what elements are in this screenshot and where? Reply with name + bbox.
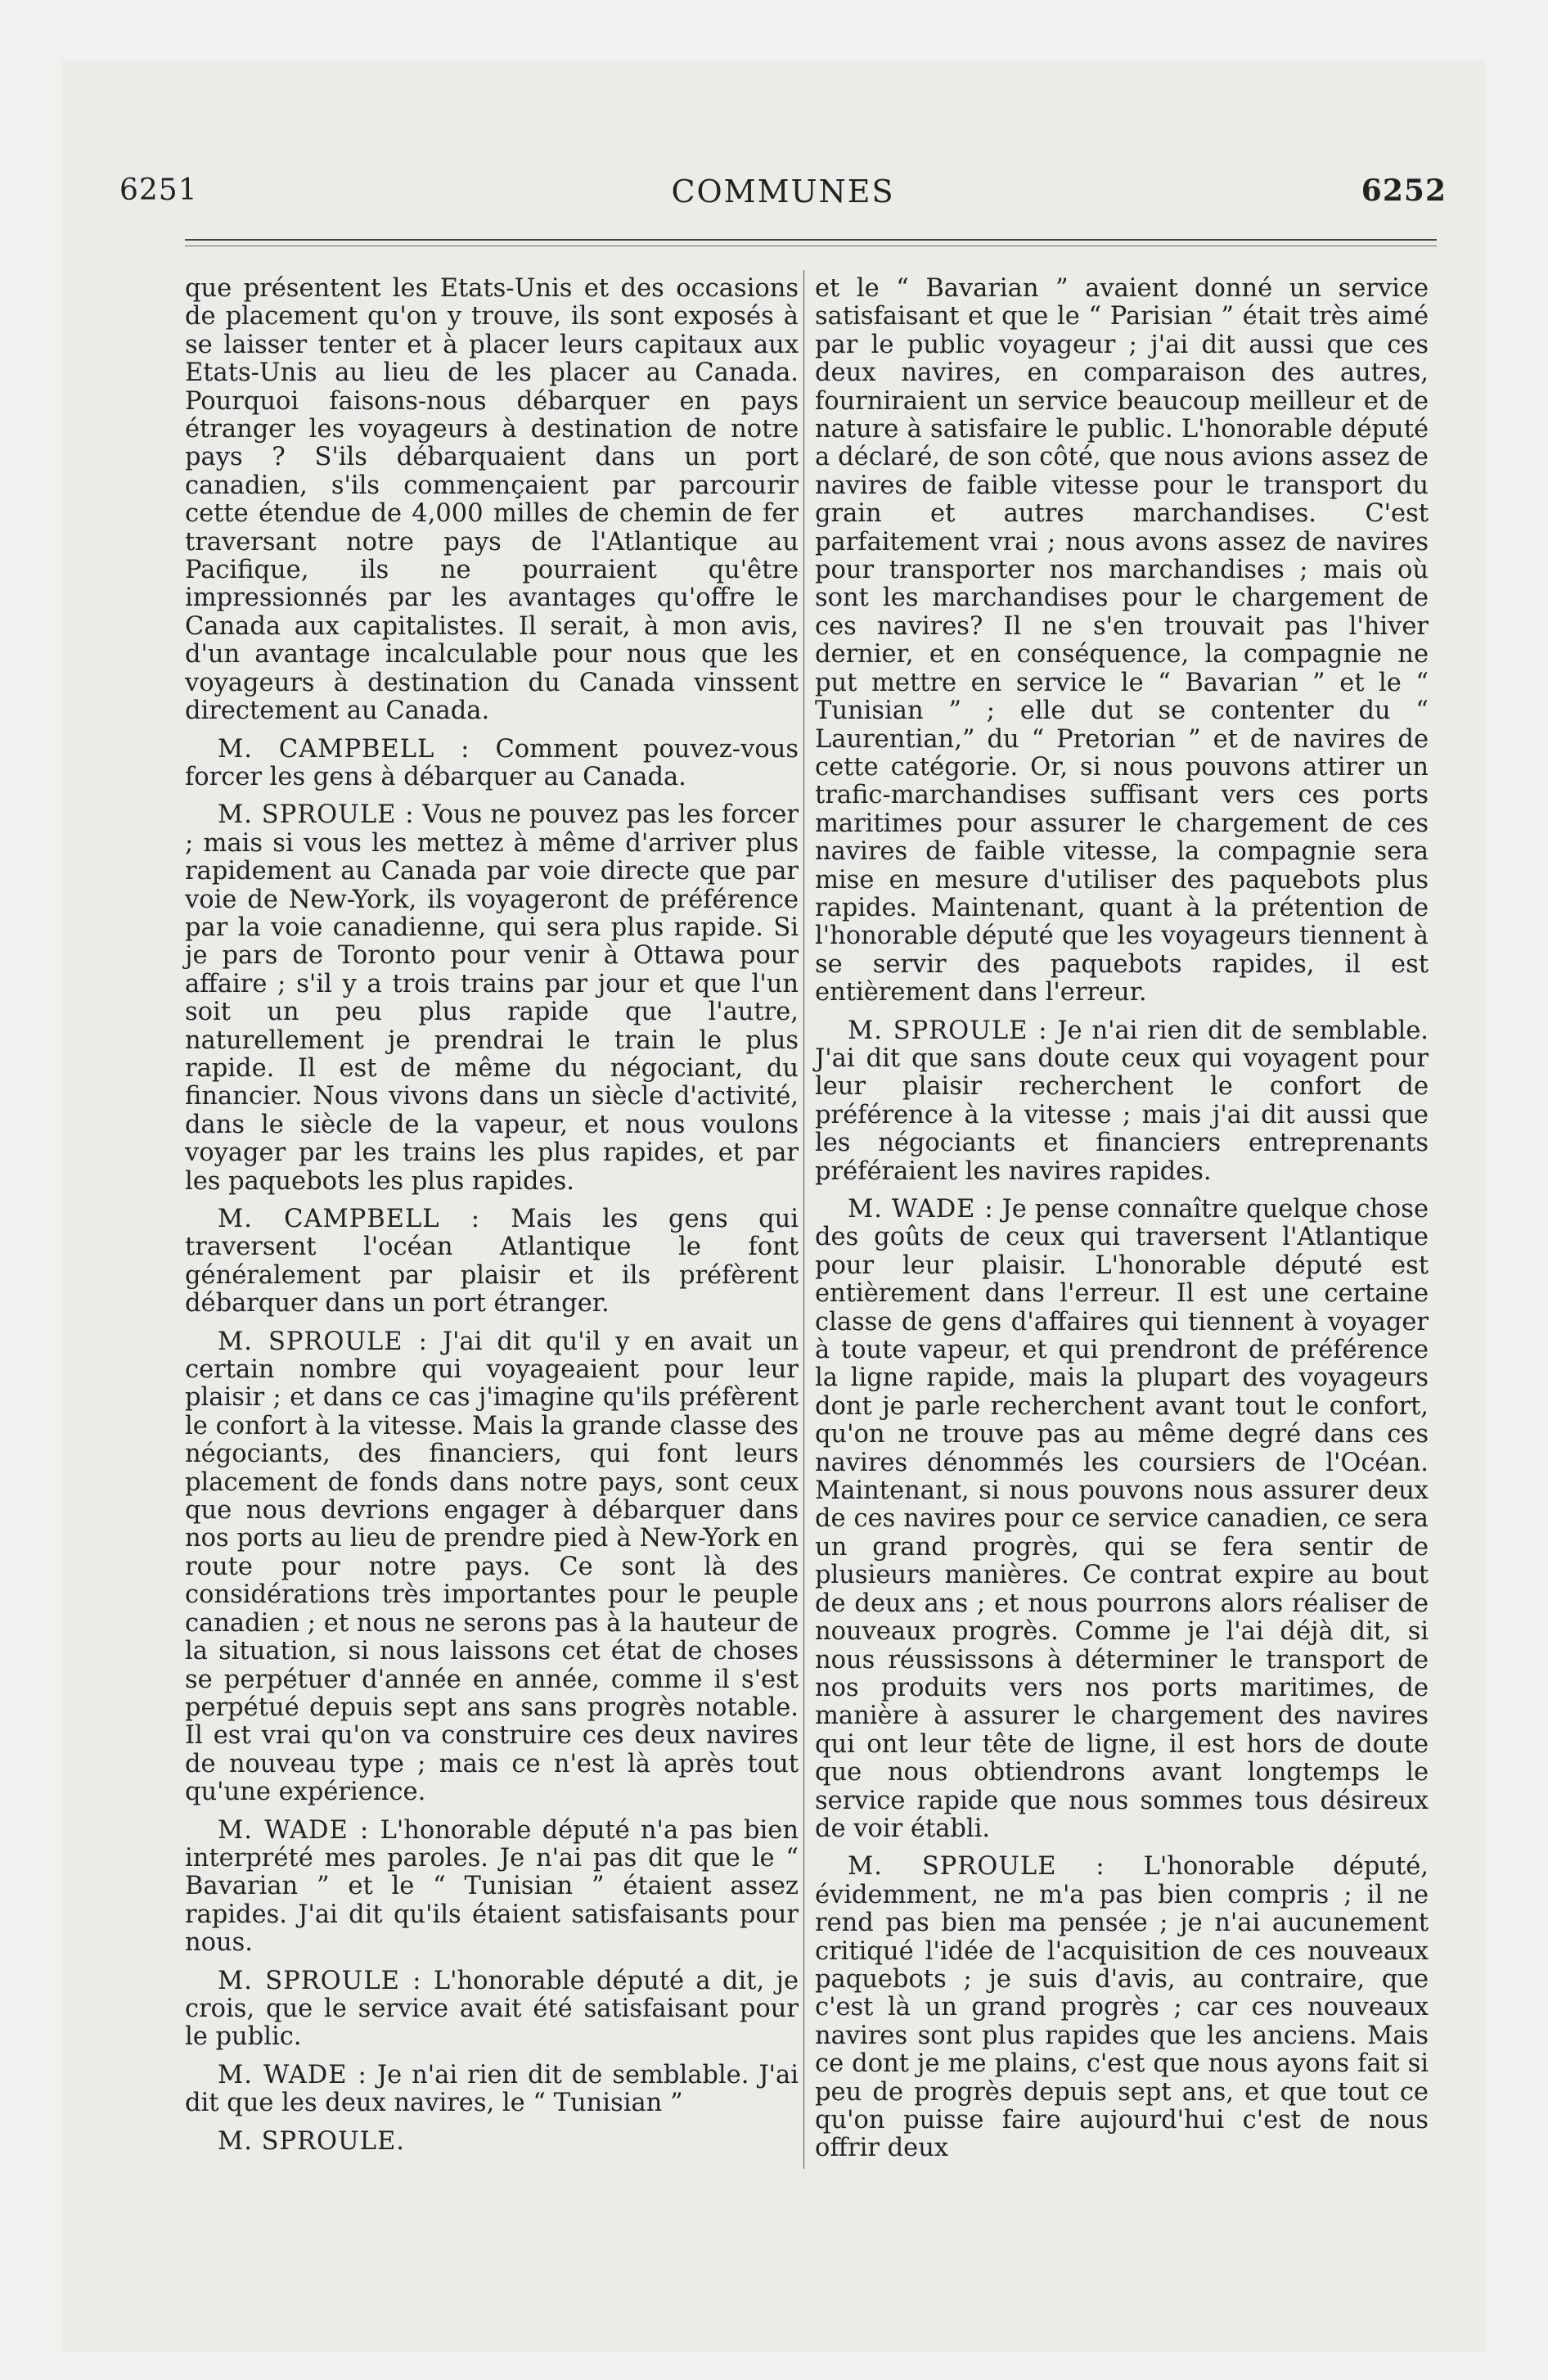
paragraph-text: J'ai dit qu'il y en avait un certain nombre qui voyageaient pour leur plaisir ; et dans ce cas j'imagine qu'ils préfèrent le confort à la vitesse. Mais la grande classe des négociants, des financiers, qui font leurs placement de fonds dans notre pays, sont ceux que nous devrions engager à débarquer dans nos ports au lieu de prendre pied à New-York en route pour notre pays. Ce sont là des considérations très importantes pour le peuple canadien ; et nous ne serons pas à la hauteur de la situation, si nous laissons cet état de choses se perpétuer d'année en année, comme il s'est perpétué depuis sept ans sans progrès notable. Il est vrai qu'on va construire ces deux navires de nouveau type ; mais ce n'est là après tout qu'une expérience. <box>185 1327 799 1807</box>
speaker-name: M. CAMPBELL : <box>218 734 470 764</box>
running-title: COMMUNES <box>671 174 895 210</box>
left-column <box>185 275 799 2166</box>
paragraph-text: L'honorable député a dit, je crois, que le service avait été satisfaisant pour le public. <box>185 1966 799 2052</box>
paragraph-text: Je pense connaître quelque chose des goûts de ceux qui traversent l'Atlantique pour leur plaisir. L'honorable député est entièrement dans l'erreur. Il est une certaine classe de gens d'affaires qui tiennent à voyager à toute vapeur, et qui prendront de préférence la ligne rapide, mais la plupart des voyageurs dont je parle recherchent avant tout le confort, qu'on ne trouve pas au même degré dans ces navires dénommés les coursiers de l'Océan. Maintenant, si nous pouvons nous assurer deux de ces navires pour ce service canadien, ce sera un grand progrès, qui se fera sentir de plusieurs manières. Ce contrat expire au bout de deux ans ; et nous pourrons alors réaliser de nouveaux progrès. Comme je l'ai déjà dit, si nous réussissons à déterminer le transport de nos produits vers nos ports maritimes, de manière à assurer le chargement des navires qui ont leur tête de ligne, il est hors de doute que nous obtiendrons avant longtemps le service rapide que nous sommes tous désireux de voir établi. <box>815 1195 1429 1843</box>
speaker-name: M. SPROULE : <box>218 800 415 830</box>
paragraph <box>185 1968 799 2052</box>
paragraph <box>185 801 799 1196</box>
paragraph-text: Mais les gens qui traversent l'océan Atlantique le font généralement par plaisir et ils préfèrent débarquer dans un port étranger. <box>185 1205 799 1318</box>
speaker-name: M. SPROULE : <box>848 1016 1048 1045</box>
paragraph-text: que présentent les Etats-Unis et des occasions de placement qu'on y trouve, ils sont exposés à se laisser tenter et à placer leurs capitaux aux Etats-Unis au lieu de les placer au Canada. Pourquoi faisons-nous débarquer en pays étranger les voyageurs à destination de notre pays ? S'ils débarquaient dans un port canadien, s'ils commençaient par parcourir cette étendue de 4,000 milles de chemin de fer traversant notre pays de l'Atlantique au Pacifique, ils ne pourraient qu'être impressionnés par les avantages qu'offre le Canada aux capitalistes. Il serait, à mon avis, d'un avantage incalculable pour nous que les voyageurs à destination du Canada vinssent directement au Canada. <box>185 274 799 726</box>
header-rule <box>185 239 1437 241</box>
paragraph <box>185 1817 799 1958</box>
paragraph <box>185 1328 799 1807</box>
speaker-name: M. SPROULE : <box>218 1966 422 1995</box>
speaker-name: M. WADE : <box>218 1815 370 1845</box>
speaker-name: M. CAMPBELL : <box>218 1205 480 1233</box>
paragraph <box>185 2062 799 2118</box>
speaker-name: M. SPROULE. <box>218 2126 405 2156</box>
paragraph-text: Vous ne pouvez pas les forcer ; mais si vous les mettez à même d'arriver plus rapidement au Canada par voie directe que par voie de New-York, ils voyageront de préférence par la voie canadienne, qui sera plus rapide. Si je pars de Toronto pour venir à Ottawa pour affaire ; s'il y a trois trains par jour et que l'un soit un peu plus rapide que l'autre, naturellement je prendrai le train le plus rapide. Il est de même du négociant, du financier. Nous vivons dans un siècle d'activité, dans le siècle de la vapeur, et nous voulons voyager par les trains les plus rapides, et par les paquebots les plus rapides. <box>185 800 799 1196</box>
paragraph-text: Comment pouvez-vous forcer les gens à débarquer au Canada. <box>185 734 799 791</box>
page-number-left: 6251 <box>119 174 198 207</box>
paragraph-text: L'honorable député, évidemment, ne m'a pas bien compris ; il ne rend pas bien ma pensée ; je n'ai aucunement critiqué l'idée de l'acquisition de ces nouveaux paquebots ; je suis d'avis, au contraire, que c'est là un grand progrès ; car ces nouveaux navires sont plus rapides que les anciens. Mais ce dont je me plains, c'est que nous ayons fait si peu de progrès depuis sept ans, et que tout ce qu'on puisse faire aujourd'hui c'est de nous offrir deux <box>815 1852 1429 2163</box>
paragraph <box>815 275 1429 1007</box>
speaker-name: M. SPROULE : <box>218 1327 428 1356</box>
paragraph <box>815 1853 1429 2162</box>
paragraph <box>185 1206 799 1318</box>
speaker-name: M. WADE : <box>218 2060 367 2089</box>
speaker-name: M. SPROULE : <box>848 1852 1105 1882</box>
speaker-name: M. WADE : <box>848 1195 994 1224</box>
column-divider <box>803 270 804 2169</box>
paragraph-text: Je n'ai rien dit de semblable. J'ai dit que les deux navires, le “ Tunisian ” <box>185 2060 799 2118</box>
page-number-right: 6252 <box>1361 174 1447 208</box>
paragraph <box>185 736 799 792</box>
right-column <box>815 275 1429 2173</box>
paragraph-text: et le “ Bavarian ” avaient donné un service satisfaisant et que le “ Parisian ” était très aimé par le public voyageur ; j'ai dit aussi que ces deux navires, en comparaison des autres, fourniraient un service beaucoup meilleur et de nature à satisfaire le public. L'honorable député a déclaré, de son côté, que nous avions assez de navires de faible vitesse pour le transport du grain et autres marchandises. C'est parfaitement vrai ; nous avons assez de navires pour transporter nos marchandises ; mais où sont les marchandises pour le chargement de ces navires? Il ne s'en trouvait pas l'hiver dernier, et en conséquence, la compagnie ne put mettre en service le “ Bavarian ” et le “ Tunisian ” ; elle dut se contenter du “ Laurentian,” du “ Pretorian ” et de navires de cette catégorie. Or, si nous pouvons attirer un trafic-marchandises suffisant vers ces ports maritimes pour assurer le chargement de ces navires de faible vitesse, la compagnie sera mise en mesure d'utiliser des paquebots plus rapides. Maintenant, quant à la prétention de l'honorable député que les voyageurs tiennent à se servir des paquebots rapides, il est entièrement dans l'erreur. <box>815 274 1429 1007</box>
page-header <box>119 174 1447 219</box>
paragraph-text: L'honorable député n'a pas bien interprété mes paroles. Je n'ai pas dit que le “ Bavarian ” et le “ Tunisian ” étaient assez rapides. J'ai dit qu'ils étaient satisfaisants pour nous. <box>185 1815 799 1958</box>
paragraph <box>815 1196 1429 1843</box>
footer-signature <box>185 2128 799 2156</box>
paragraph <box>185 275 799 726</box>
paragraph <box>815 1017 1429 1186</box>
paragraph-text: Je n'ai rien dit de semblable. J'ai dit que sans doute ceux qui voyagent pour leur plaisir recherchent le confort de préférence à la vitesse ; mais j'ai dit aussi que les négociants et financiers entreprenants préféraient les navires rapides. <box>815 1016 1429 1186</box>
